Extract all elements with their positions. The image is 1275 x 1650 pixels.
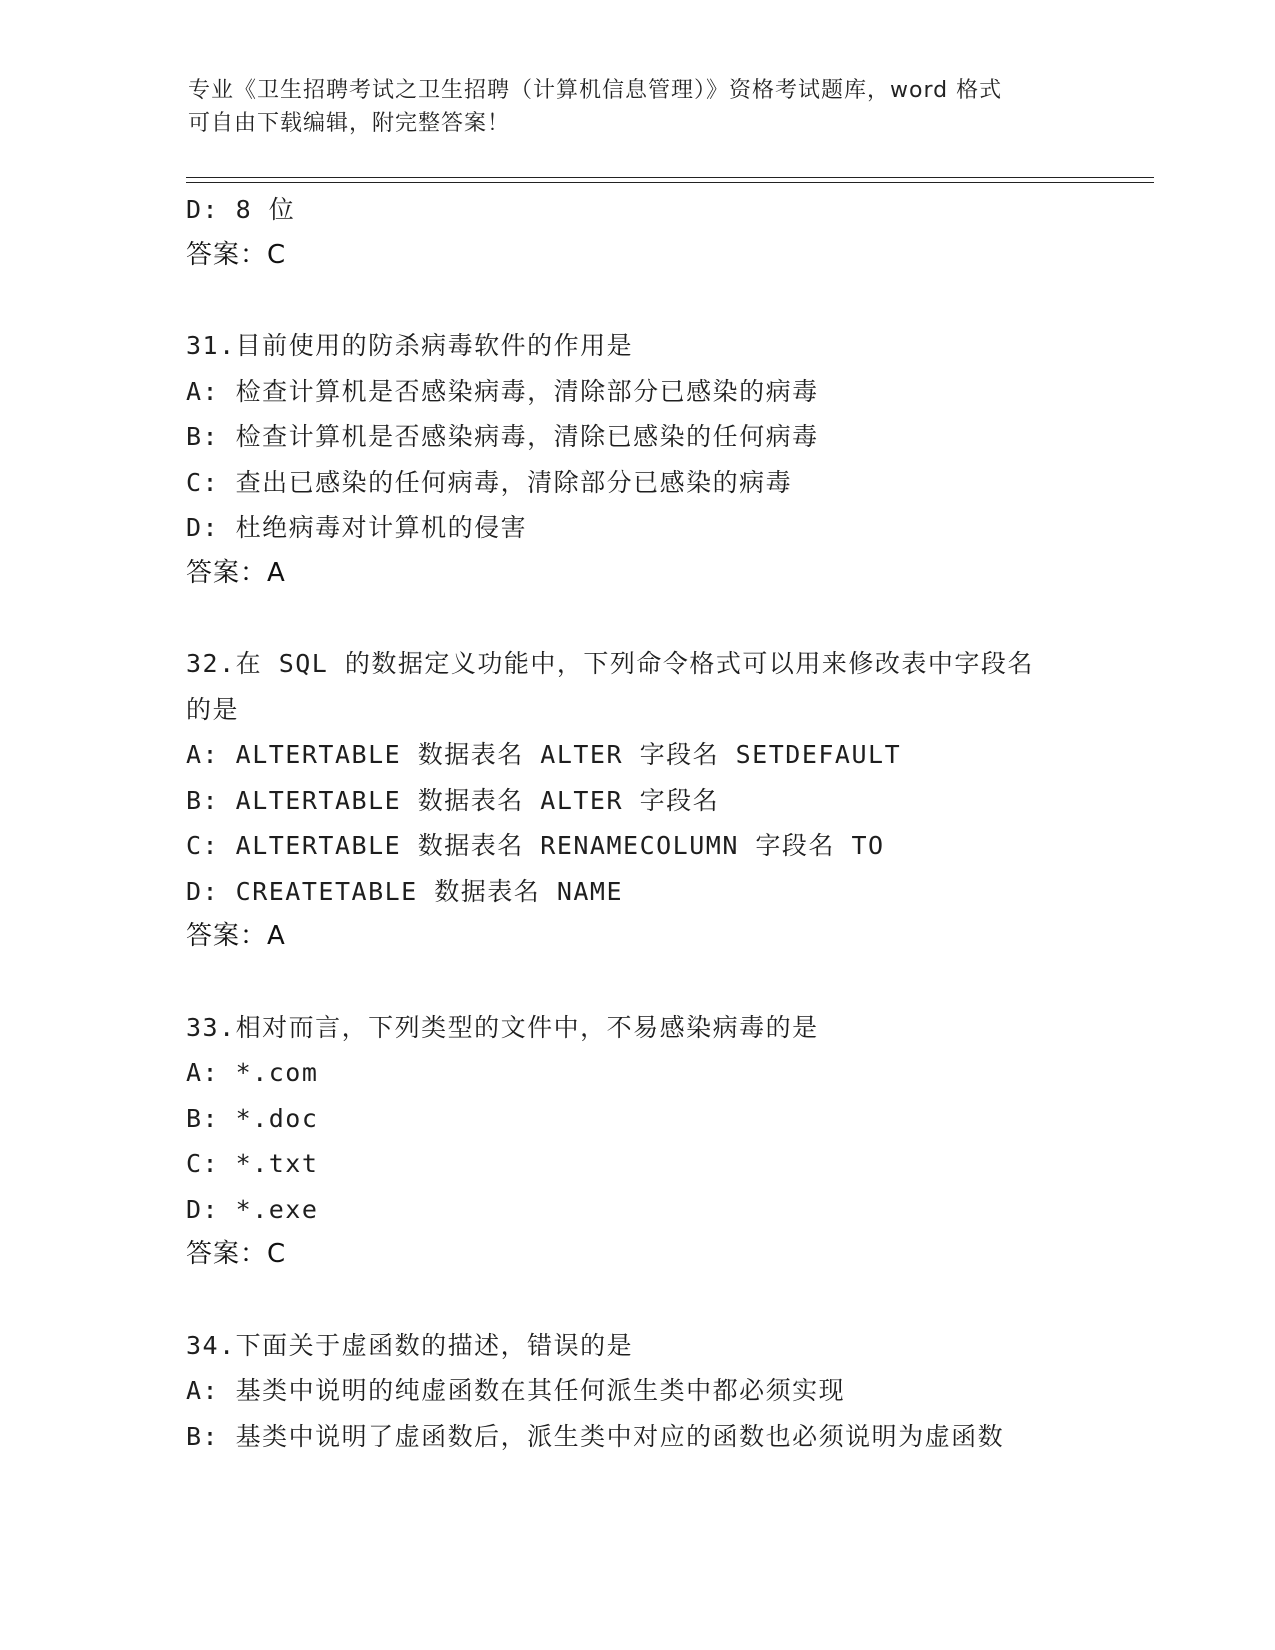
option-b: B: ALTERTABLE 数据表名 ALTER 字段名 xyxy=(186,785,720,815)
option-c: C: 查出已感染的任何病毒，清除部分已感染的病毒 xyxy=(186,467,793,497)
answer: 答案：C xyxy=(186,1239,287,1269)
option-b: B: *.doc xyxy=(186,1103,319,1133)
question-list xyxy=(186,187,1086,1459)
option-b: B: 检查计算机是否感染病毒，清除已感染的任何病毒 xyxy=(186,422,819,451)
question-31 xyxy=(186,323,1086,596)
option-a: A: 检查计算机是否感染病毒，清除部分已感染的病毒 xyxy=(186,376,819,406)
spacer xyxy=(186,960,1086,1005)
option-a: A: ALTERTABLE 数据表名 ALTER 字段名 SETDEFAULT xyxy=(186,740,902,769)
header-line-2: 可自由下载编辑，附完整答案！ xyxy=(188,111,511,136)
header-divider-bottom xyxy=(186,182,1154,183)
spacer xyxy=(186,278,1086,323)
option-a: A: *.com xyxy=(186,1058,319,1087)
question-stem: 33.相对而言，下列类型的文件中，不易感染病毒的是 xyxy=(186,1012,819,1042)
option-d: D: 杜绝病毒对计算机的侵害 xyxy=(186,513,528,542)
question-stem-cont: 的是 xyxy=(186,694,240,724)
question-stem: 34.下面关于虚函数的描述，错误的是 xyxy=(186,1330,634,1360)
prev-option-d: D: 8 位 xyxy=(186,195,296,224)
option-d: D: CREATETABLE 数据表名 NAME xyxy=(186,876,624,906)
document-header xyxy=(188,74,1088,140)
prev-answer: 答案：C xyxy=(186,239,287,270)
answer: 答案：A xyxy=(186,557,286,588)
option-c: C: ALTERTABLE 数据表名 RENAMECOLUMN 字段名 TO xyxy=(186,831,885,860)
option-a: A: 基类中说明的纯虚函数在其任何派生类中都必须实现 xyxy=(186,1376,846,1405)
spacer xyxy=(186,1278,1086,1323)
answer: 答案：A xyxy=(186,921,286,951)
question-stem: 32.在 SQL 的数据定义功能中，下列命令格式可以用来修改表中字段名 xyxy=(186,649,1034,678)
option-d: D: *.exe xyxy=(186,1194,319,1224)
spacer xyxy=(186,596,1086,641)
header-divider-top xyxy=(186,177,1154,178)
option-c: C: *.txt xyxy=(186,1149,319,1178)
header-line-1: 专业《卫生招聘考试之卫生招聘（计算机信息管理）》资格考试题库，word 格式 xyxy=(188,78,1003,103)
question-34 xyxy=(186,1323,1086,1460)
question-32 xyxy=(186,641,1086,960)
question-33 xyxy=(186,1005,1086,1278)
option-b: B: 基类中说明了虚函数后，派生类中对应的函数也必须说明为虚函数 xyxy=(186,1421,1005,1451)
question-stem: 31.目前使用的防杀病毒软件的作用是 xyxy=(186,331,634,360)
